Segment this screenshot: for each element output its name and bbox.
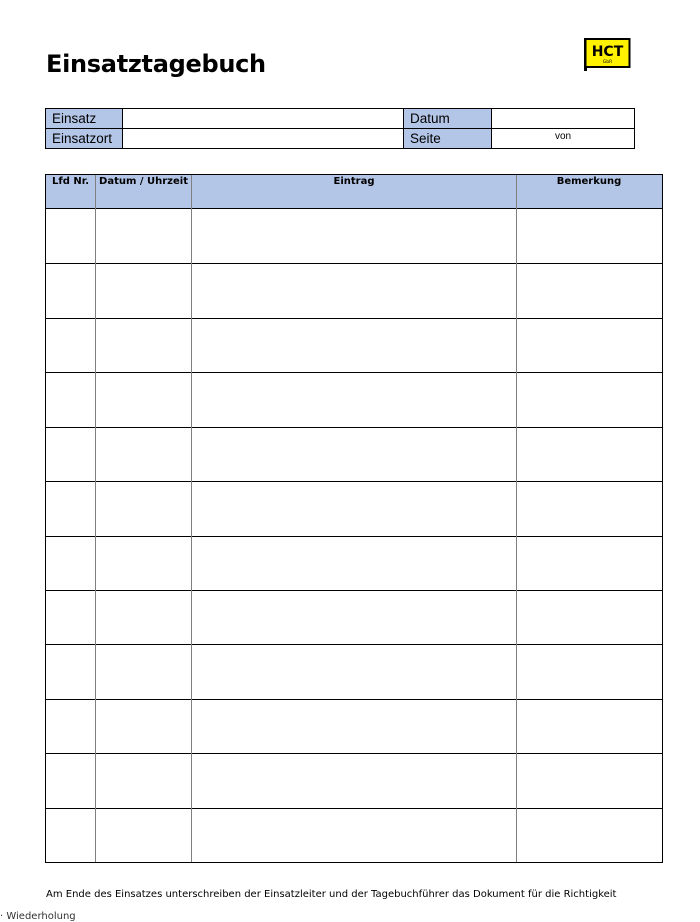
- page-title: Einsatztagebuch: [46, 50, 266, 78]
- column-header-datum-uhrzeit: Datum / Uhrzeit: [99, 176, 188, 187]
- log-table-row[interactable]: [46, 209, 662, 263]
- info-col-divider: [491, 109, 492, 148]
- row-divider: [46, 536, 662, 537]
- row-divider: [46, 372, 662, 373]
- row-divider: [46, 263, 662, 264]
- einsatz-field[interactable]: [123, 109, 404, 128]
- row-divider: [46, 808, 662, 809]
- log-table-row[interactable]: [46, 427, 662, 481]
- log-table-row[interactable]: [46, 808, 662, 862]
- column-header-eintrag: Eintrag: [333, 176, 375, 187]
- datum-field[interactable]: [492, 109, 634, 128]
- cut-off-text: · Wiederholung: [0, 911, 76, 922]
- log-table-row[interactable]: [46, 753, 662, 807]
- signature-note: Am Ende des Einsatzes unterschreiben der Einsatzleiter und der Tagebuchführer das Dokument für die Richtigkeit: [46, 889, 617, 900]
- einsatzort-label: Einsatzort: [46, 129, 122, 148]
- row-divider: [46, 753, 662, 754]
- log-table-header: [46, 175, 662, 209]
- row-divider: [46, 427, 662, 428]
- info-col-divider: [122, 109, 123, 148]
- logo-text: HCT: [591, 44, 624, 60]
- info-table: [45, 108, 635, 149]
- column-divider: [191, 175, 192, 862]
- column-header-bemerkung: Bemerkung: [556, 176, 622, 187]
- seite-label: Seite: [404, 129, 491, 148]
- einsatz-label: Einsatz: [46, 109, 122, 128]
- row-divider: [46, 481, 662, 482]
- einsatzort-field[interactable]: [123, 129, 404, 148]
- log-table-row[interactable]: [46, 318, 662, 372]
- log-table-row[interactable]: [46, 699, 662, 753]
- column-header-lfd-nr: Lfd Nr.: [51, 176, 90, 187]
- info-col-divider: [403, 109, 404, 148]
- row-divider: [46, 318, 662, 319]
- hct-logo: [584, 38, 631, 71]
- log-table-row[interactable]: [46, 372, 662, 426]
- log-table-row[interactable]: [46, 536, 662, 590]
- log-table-row[interactable]: [46, 590, 662, 644]
- info-row-divider: [46, 128, 634, 129]
- seite-field[interactable]: von: [554, 131, 572, 142]
- log-table-row[interactable]: [46, 263, 662, 317]
- row-divider: [46, 590, 662, 591]
- log-table: [45, 174, 663, 863]
- column-divider: [95, 175, 96, 862]
- row-divider: [46, 644, 662, 645]
- datum-label: Datum: [404, 109, 491, 128]
- column-divider: [516, 175, 517, 862]
- log-table-row[interactable]: [46, 644, 662, 698]
- logo-subtext: GbR: [602, 60, 613, 65]
- row-divider: [46, 699, 662, 700]
- log-table-row[interactable]: [46, 481, 662, 535]
